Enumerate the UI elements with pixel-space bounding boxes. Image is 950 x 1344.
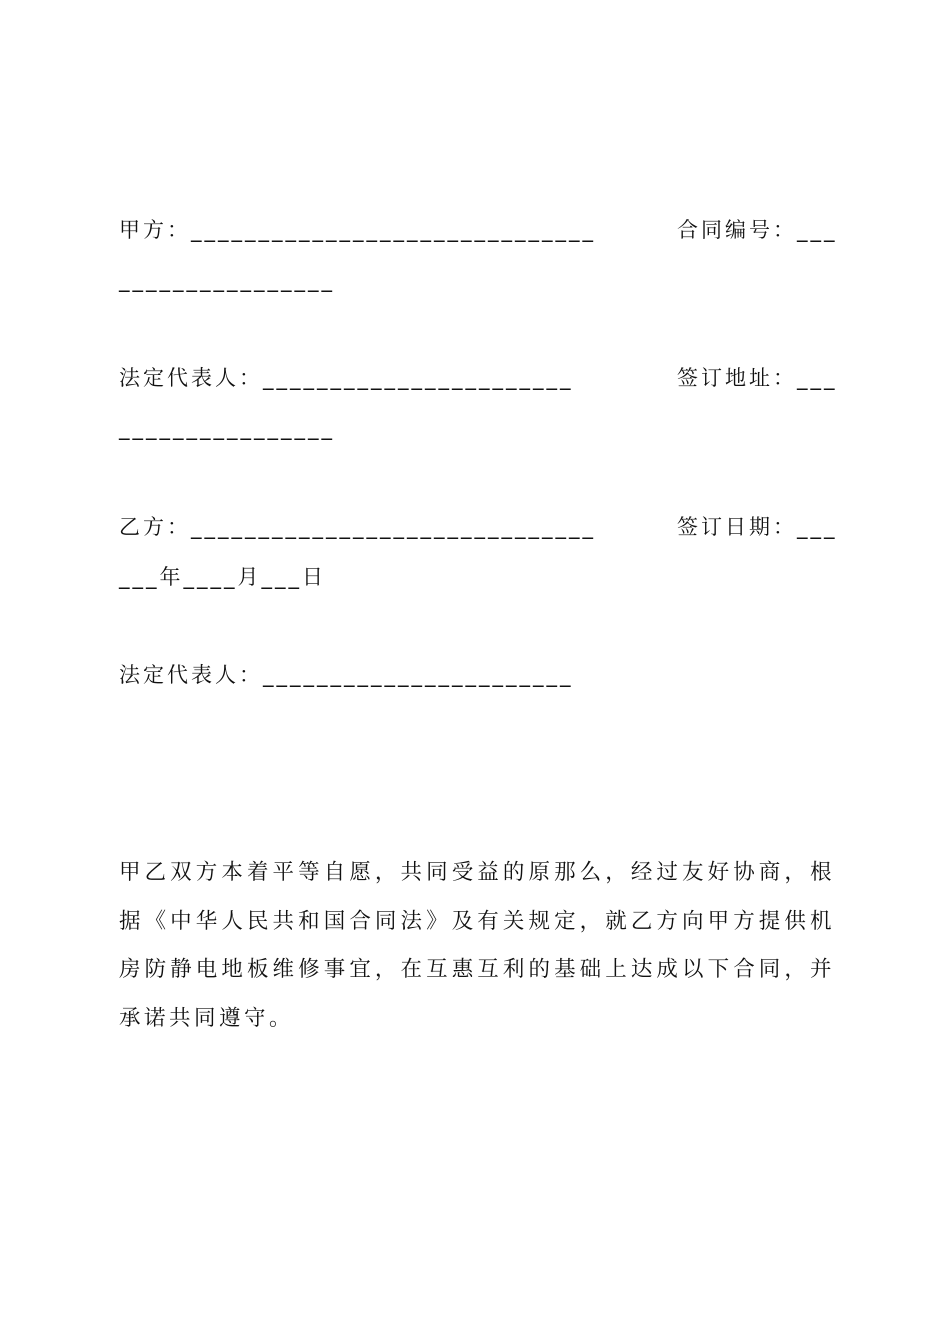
party-b-field: 乙方：______________________________	[119, 515, 596, 539]
contract-number-blank: ________________	[119, 268, 335, 292]
signing-date-field: 签订日期：___	[677, 515, 838, 539]
signing-address-blank: ________________	[119, 416, 335, 440]
intro-paragraph: 甲乙双方本着平等自愿，共同受益的原那么，经过友好协商，根据《中华人民共和国合同法》及有关规定，就乙方向甲方提供机房防静电地板维修事宜，在互惠互利的基础上达成以下合同，并承诺共同遵守。	[119, 860, 835, 1031]
legal-representative-a-field: 法定代表人：_______________________	[119, 366, 574, 390]
party-a-field: 甲方：______________________________	[119, 218, 596, 242]
contract-number-field: 合同编号：___	[677, 218, 838, 242]
legal-representative-b-field: 法定代表人：_______________________	[119, 663, 574, 687]
signing-address-field: 签订地址：___	[677, 366, 838, 390]
signing-date-blank: ___年____月___日	[119, 565, 326, 589]
